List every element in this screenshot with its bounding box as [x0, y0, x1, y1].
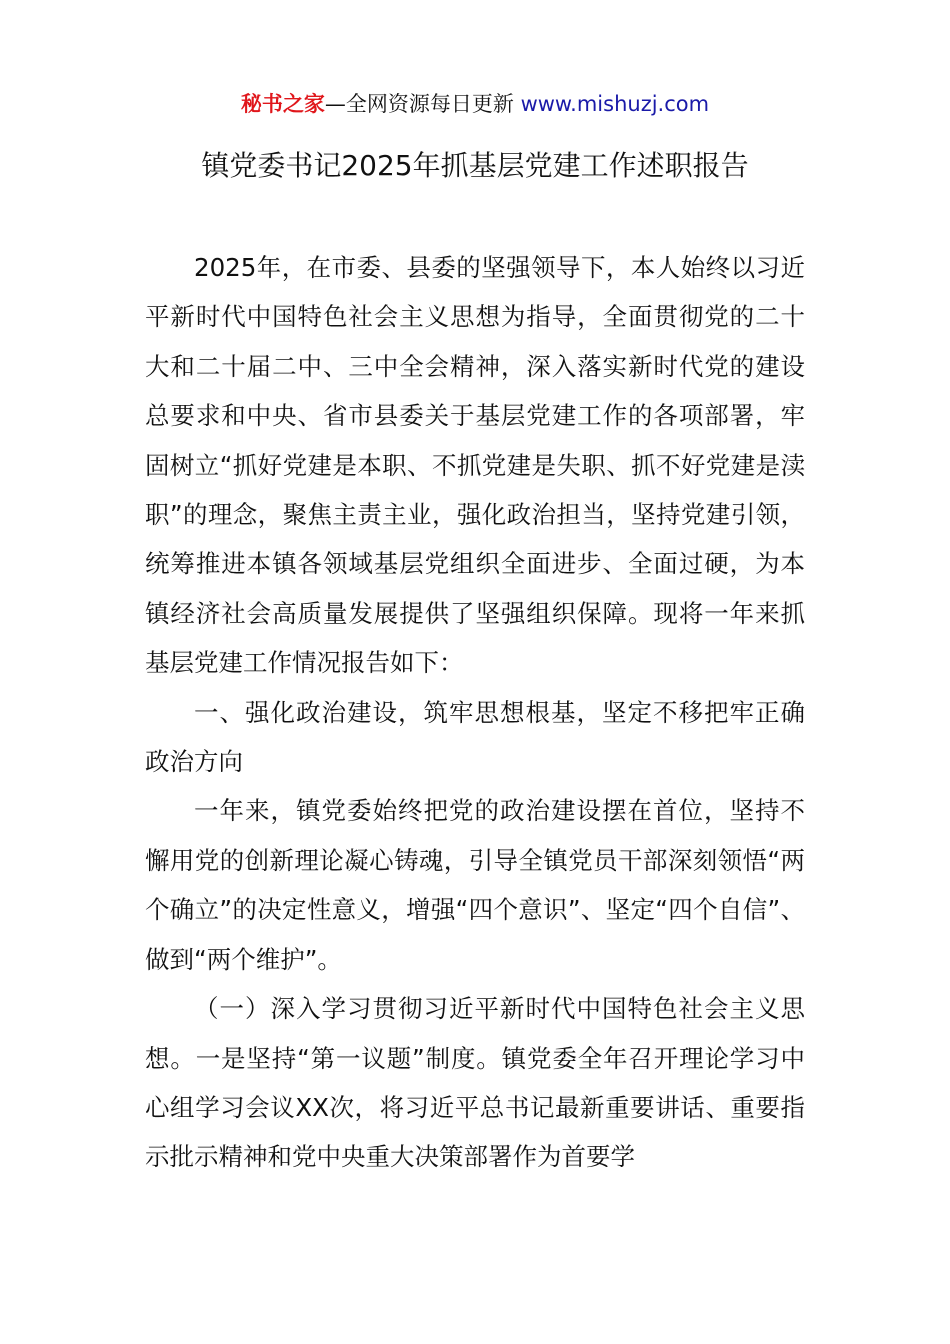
site-brand: 秘书之家	[240, 92, 325, 116]
document-title: 镇党委书记2025年抓基层党建工作述职报告	[201, 149, 749, 182]
document-body	[145, 243, 805, 1182]
section-paragraph: 一年来，镇党委始终把党的政治建设摆在首位，坚持不懈用党的创新理论凝心铸魂，引导全镇党员干部深刻领悟“两个确立”的决定性意义，增强“四个意识”、坚定“四个自信”、做到“两个维护”。	[145, 796, 805, 974]
subsection-paragraph: （一）深入学习贯彻习近平新时代中国特色社会主义思想。一是坚持“第一议题”制度。镇党委全年召开理论学习中心组学习会议XX次，将习近平总书记最新重要讲话、重要指示批示精神和党中央重大决策部署作为首要学	[145, 994, 805, 1172]
site-url[interactable]: www.mishuzj.com	[520, 92, 710, 116]
section-heading: 一、强化政治建设，筑牢思想根基，坚定不移把牢正确政治方向	[145, 697, 805, 777]
site-tagline: —全网资源每日更新	[324, 92, 521, 116]
intro-paragraph: 2025年，在市委、县委的坚强领导下，本人始终以习近平新时代中国特色社会主义思想为指导，全面贯彻党的二十大和二十届二中、三中全会精神，深入落实新时代党的建设总要求和中央、省市县委关于基层党建工作的各项部署，牢固树立“抓好党建是本职、不抓党建是失职、抓不好党建是渎职”的理念，聚焦主责主业，强化政治担当，坚持党建引领，统筹推进本镇各领域基层党组织全面进步、全面过硬，为本镇经济社会高质量发展提供了坚强组织保障。现将一年来抓基层党建工作情况报告如下：	[145, 253, 805, 678]
site-header	[0, 88, 950, 120]
